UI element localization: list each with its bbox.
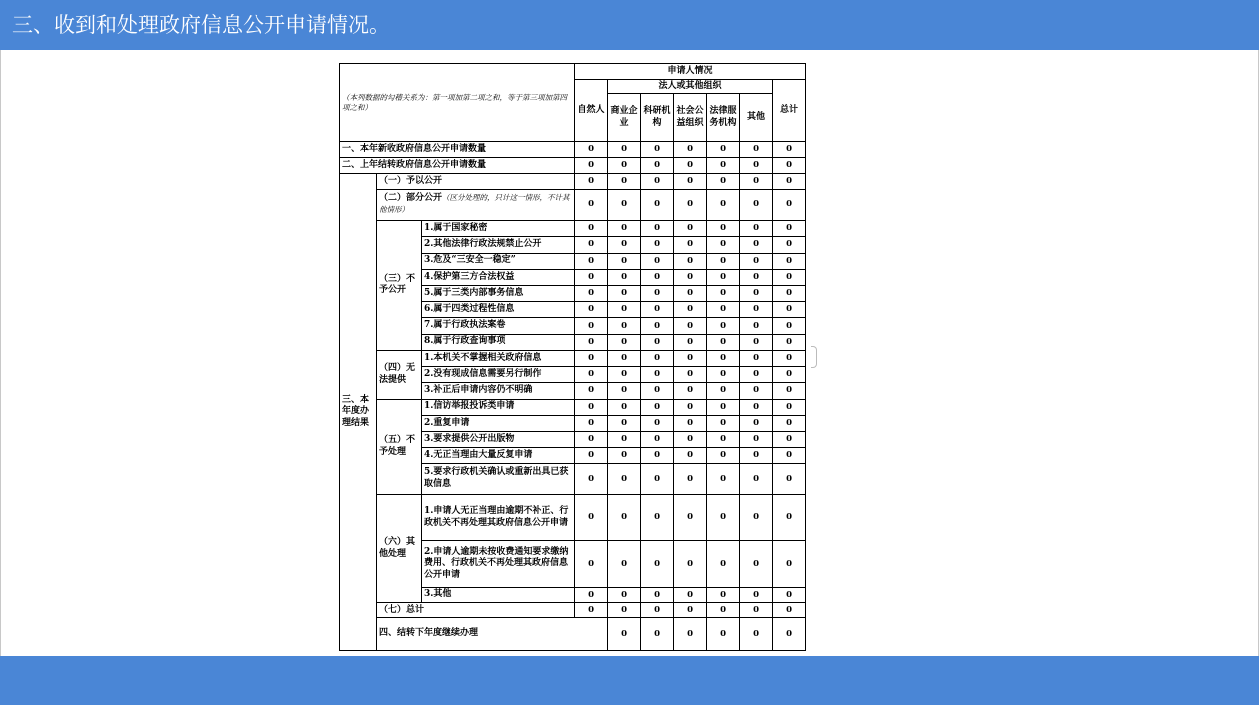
cell-value: 0 [740, 158, 773, 174]
cell-value: 0 [575, 285, 608, 301]
col-header-other: 其他 [740, 94, 773, 142]
section3-label: 三、本年度办理结果 [340, 174, 377, 651]
cell-value: 0 [773, 415, 806, 431]
row-label: 1.本机关不掌握相关政府信息 [422, 350, 575, 366]
cell-value: 0 [641, 541, 674, 588]
cell-value: 0 [740, 302, 773, 318]
footer-bar [0, 656, 1259, 705]
cell-value: 0 [608, 237, 641, 253]
cell-value: 0 [674, 221, 707, 237]
cell-value: 0 [674, 618, 707, 651]
col-header-public-welfare: 社会公益组织 [674, 94, 707, 142]
cell-value: 0 [608, 285, 641, 301]
row-label: 四、结转下年度继续办理 [377, 618, 608, 651]
cell-value: 0 [674, 350, 707, 366]
cell-value: 0 [608, 541, 641, 588]
cell-value: 0 [575, 464, 608, 494]
cell-value: 0 [674, 237, 707, 253]
legal-entity-header: 法人或其他组织 [608, 80, 773, 94]
cell-value: 0 [641, 494, 674, 541]
cell-value: 0 [608, 588, 641, 603]
cell-value: 0 [707, 253, 740, 269]
cell-value: 0 [773, 142, 806, 158]
cell-value: 0 [608, 334, 641, 350]
cell-value: 0 [773, 318, 806, 334]
row-label: 6.属于四类过程性信息 [422, 302, 575, 318]
cell-value: 0 [773, 158, 806, 174]
cell-value: 0 [707, 350, 740, 366]
cell-value: 0 [740, 415, 773, 431]
cell-value: 0 [773, 253, 806, 269]
cell-value: 0 [707, 588, 740, 603]
cell-value: 0 [674, 367, 707, 383]
cell-value: 0 [641, 318, 674, 334]
cell-value: 0 [707, 603, 740, 618]
cell-value: 0 [740, 334, 773, 350]
cell-value: 0 [608, 399, 641, 415]
cell-value: 0 [707, 302, 740, 318]
cell-value: 0 [707, 221, 740, 237]
cell-value: 0 [740, 189, 773, 220]
cell-value: 0 [608, 464, 641, 494]
cell-value: 0 [740, 350, 773, 366]
row-label: 2.其他法律行政法规禁止公开 [422, 237, 575, 253]
col-header-total: 总计 [773, 80, 806, 142]
cell-value: 0 [641, 383, 674, 399]
cell-value: 0 [608, 383, 641, 399]
cell-value: 0 [674, 448, 707, 464]
cell-value: 0 [707, 415, 740, 431]
col-header-research: 科研机构 [641, 94, 674, 142]
cell-value: 0 [575, 174, 608, 189]
cell-value: 0 [674, 158, 707, 174]
cell-value: 0 [641, 350, 674, 366]
cell-value: 0 [641, 399, 674, 415]
cell-value: 0 [575, 189, 608, 220]
cell-value: 0 [575, 221, 608, 237]
cell-value: 0 [575, 431, 608, 447]
col-header-natural-person: 自然人 [575, 80, 608, 142]
cell-value: 0 [740, 285, 773, 301]
cell-value: 0 [575, 399, 608, 415]
cell-value: 0 [773, 448, 806, 464]
cell-value: 0 [575, 541, 608, 588]
row-label: 1.申请人无正当理由逾期不补正、行政机关不再处理其政府信息公开申请 [422, 494, 575, 541]
row-label: （一）予以公开 [377, 174, 575, 189]
cell-value: 0 [740, 367, 773, 383]
row-label: 5.要求行政机关确认或重新出具已获取信息 [422, 464, 575, 494]
cell-value: 0 [740, 431, 773, 447]
cell-value: 0 [575, 383, 608, 399]
cell-value: 0 [641, 603, 674, 618]
cell-value: 0 [707, 541, 740, 588]
cell-value: 0 [674, 541, 707, 588]
cell-value: 0 [773, 237, 806, 253]
col-header-legal-service: 法律服务机构 [707, 94, 740, 142]
cell-value: 0 [674, 399, 707, 415]
row-label: 4.保护第三方合法权益 [422, 269, 575, 285]
cell-value: 0 [575, 367, 608, 383]
cell-value: 0 [641, 253, 674, 269]
page-title: 三、收到和处理政府信息公开申请情况。 [12, 13, 390, 37]
partial-label-note: （区分处理的，只计这一情形，不计其他情形） [379, 193, 570, 214]
cell-value: 0 [707, 142, 740, 158]
cell-value: 0 [707, 269, 740, 285]
row-label: 5.属于三类内部事务信息 [422, 285, 575, 301]
row-label: 2.申请人逾期未按收费通知要求缴纳费用、行政机关不再处理其政府信息公开申请 [422, 541, 575, 588]
cell-value: 0 [773, 189, 806, 220]
table-note: （本列数据的勾稽关系为：第一项加第二项之和，等于第三项加第四项之和） [340, 64, 575, 142]
cell-value: 0 [575, 158, 608, 174]
cell-value: 0 [608, 142, 641, 158]
cell-value: 0 [608, 448, 641, 464]
cell-value: 0 [773, 285, 806, 301]
cell-value: 0 [608, 253, 641, 269]
cell-value: 0 [773, 494, 806, 541]
cell-value: 0 [641, 618, 674, 651]
cell-value: 0 [740, 142, 773, 158]
cell-value: 0 [608, 431, 641, 447]
cell-value: 0 [740, 541, 773, 588]
cell-value: 0 [674, 334, 707, 350]
row-label: 1.属于国家秘密 [422, 221, 575, 237]
cell-value: 0 [575, 448, 608, 464]
cell-value: 0 [707, 431, 740, 447]
cell-value: 0 [608, 603, 641, 618]
cell-value: 0 [773, 221, 806, 237]
row-label: （七）总计 [377, 603, 575, 618]
cell-value: 0 [674, 431, 707, 447]
cell-value: 0 [641, 174, 674, 189]
row-label: 2.重复申请 [422, 415, 575, 431]
row-label: 4.无正当理由大量反复申请 [422, 448, 575, 464]
cell-value: 0 [575, 494, 608, 541]
cell-value: 0 [575, 588, 608, 603]
cell-value: 0 [773, 350, 806, 366]
cell-value: 0 [608, 618, 641, 651]
unable-group-label: （四）无法提供 [377, 350, 422, 399]
cell-value: 0 [707, 318, 740, 334]
cell-value: 0 [707, 399, 740, 415]
application-stats-table [339, 63, 806, 651]
cell-value: 0 [575, 415, 608, 431]
left-border [0, 50, 1, 656]
cell-value: 0 [773, 174, 806, 189]
cell-value: 0 [674, 603, 707, 618]
cell-value: 0 [740, 221, 773, 237]
cell-value: 0 [773, 588, 806, 603]
cell-value: 0 [575, 603, 608, 618]
cell-value: 0 [773, 269, 806, 285]
cell-value: 0 [608, 318, 641, 334]
cell-value: 0 [674, 174, 707, 189]
row-label-partial [377, 189, 575, 220]
cell-value: 0 [740, 448, 773, 464]
cell-value: 0 [674, 464, 707, 494]
row-label: 3.危及“三安全一稳定” [422, 253, 575, 269]
not-open-group-label: （三）不予公开 [377, 221, 422, 351]
cell-value: 0 [707, 494, 740, 541]
cell-value: 0 [575, 302, 608, 318]
cell-value: 0 [740, 399, 773, 415]
cell-value: 0 [641, 464, 674, 494]
cell-value: 0 [608, 302, 641, 318]
cell-value: 0 [773, 431, 806, 447]
cell-value: 0 [575, 237, 608, 253]
other-group-label: （六）其他处理 [377, 494, 422, 602]
cell-value: 0 [641, 588, 674, 603]
cell-value: 0 [740, 318, 773, 334]
cell-value: 0 [641, 367, 674, 383]
cell-value: 0 [674, 269, 707, 285]
cell-value: 0 [707, 618, 740, 651]
cell-value: 0 [773, 367, 806, 383]
cell-value: 0 [641, 269, 674, 285]
cell-value: 0 [641, 189, 674, 220]
cell-value: 0 [773, 464, 806, 494]
cell-value: 0 [641, 448, 674, 464]
cell-value: 0 [641, 334, 674, 350]
cell-value: 0 [773, 399, 806, 415]
row-label: 7.属于行政执法案卷 [422, 318, 575, 334]
cell-value: 0 [740, 494, 773, 541]
cell-value: 0 [707, 383, 740, 399]
cell-value: 0 [707, 158, 740, 174]
cell-value: 0 [641, 285, 674, 301]
cell-value: 0 [641, 302, 674, 318]
cell-value: 0 [773, 618, 806, 651]
cell-value: 0 [740, 383, 773, 399]
partial-label: （二）部分公开 [379, 193, 443, 204]
cell-value: 0 [575, 334, 608, 350]
cell-value: 0 [740, 603, 773, 618]
cell-value: 0 [707, 174, 740, 189]
cell-value: 0 [740, 464, 773, 494]
cell-value: 0 [674, 189, 707, 220]
cell-value: 0 [608, 189, 641, 220]
cell-value: 0 [707, 237, 740, 253]
cell-value: 0 [674, 253, 707, 269]
cell-value: 0 [608, 269, 641, 285]
cell-value: 0 [674, 302, 707, 318]
row-label: 3.要求提供公开出版物 [422, 431, 575, 447]
cell-value: 0 [674, 383, 707, 399]
cell-value: 0 [575, 142, 608, 158]
cell-value: 0 [641, 237, 674, 253]
cell-value: 0 [641, 415, 674, 431]
applicant-header: 申请人情况 [575, 64, 806, 80]
row-label: 8.属于行政查询事项 [422, 334, 575, 350]
cell-value: 0 [641, 158, 674, 174]
cell-value: 0 [674, 318, 707, 334]
cell-value: 0 [707, 464, 740, 494]
cell-value: 0 [575, 269, 608, 285]
cell-value: 0 [674, 588, 707, 603]
cell-value: 0 [773, 603, 806, 618]
cell-value: 0 [707, 189, 740, 220]
cell-value: 0 [608, 494, 641, 541]
cell-value: 0 [608, 221, 641, 237]
not-processed-group-label: （五）不予处理 [377, 399, 422, 494]
cell-value: 0 [575, 318, 608, 334]
cell-value: 0 [773, 334, 806, 350]
cell-value: 0 [641, 142, 674, 158]
collapse-handle[interactable] [811, 346, 817, 368]
cell-value: 0 [674, 142, 707, 158]
cell-value: 0 [641, 431, 674, 447]
cell-value: 0 [707, 334, 740, 350]
cell-value: 0 [608, 350, 641, 366]
table-image [339, 63, 805, 651]
col-header-business: 商业企业 [608, 94, 641, 142]
cell-value: 0 [707, 367, 740, 383]
cell-value: 0 [641, 221, 674, 237]
row-label: 2.没有现成信息需要另行制作 [422, 367, 575, 383]
row-label: 3.其他 [422, 588, 575, 603]
row-label: 一、本年新收政府信息公开申请数量 [340, 142, 575, 158]
cell-value: 0 [575, 253, 608, 269]
cell-value: 0 [707, 448, 740, 464]
cell-value: 0 [773, 541, 806, 588]
cell-value: 0 [608, 415, 641, 431]
cell-value: 0 [773, 383, 806, 399]
cell-value: 0 [674, 415, 707, 431]
cell-value: 0 [740, 237, 773, 253]
cell-value: 0 [740, 174, 773, 189]
cell-value: 0 [740, 253, 773, 269]
cell-value: 0 [575, 350, 608, 366]
row-label: 二、上年结转政府信息公开申请数量 [340, 158, 575, 174]
row-label: 3.补正后申请内容仍不明确 [422, 383, 575, 399]
cell-value: 0 [740, 588, 773, 603]
cell-value: 0 [608, 158, 641, 174]
cell-value: 0 [740, 618, 773, 651]
cell-value: 0 [674, 285, 707, 301]
row-label: 1.信访举报投诉类申请 [422, 399, 575, 415]
cell-value: 0 [608, 367, 641, 383]
cell-value: 0 [740, 269, 773, 285]
cell-value: 0 [674, 494, 707, 541]
cell-value: 0 [707, 285, 740, 301]
cell-value: 0 [773, 302, 806, 318]
header-bar [0, 0, 1259, 50]
cell-value: 0 [608, 174, 641, 189]
